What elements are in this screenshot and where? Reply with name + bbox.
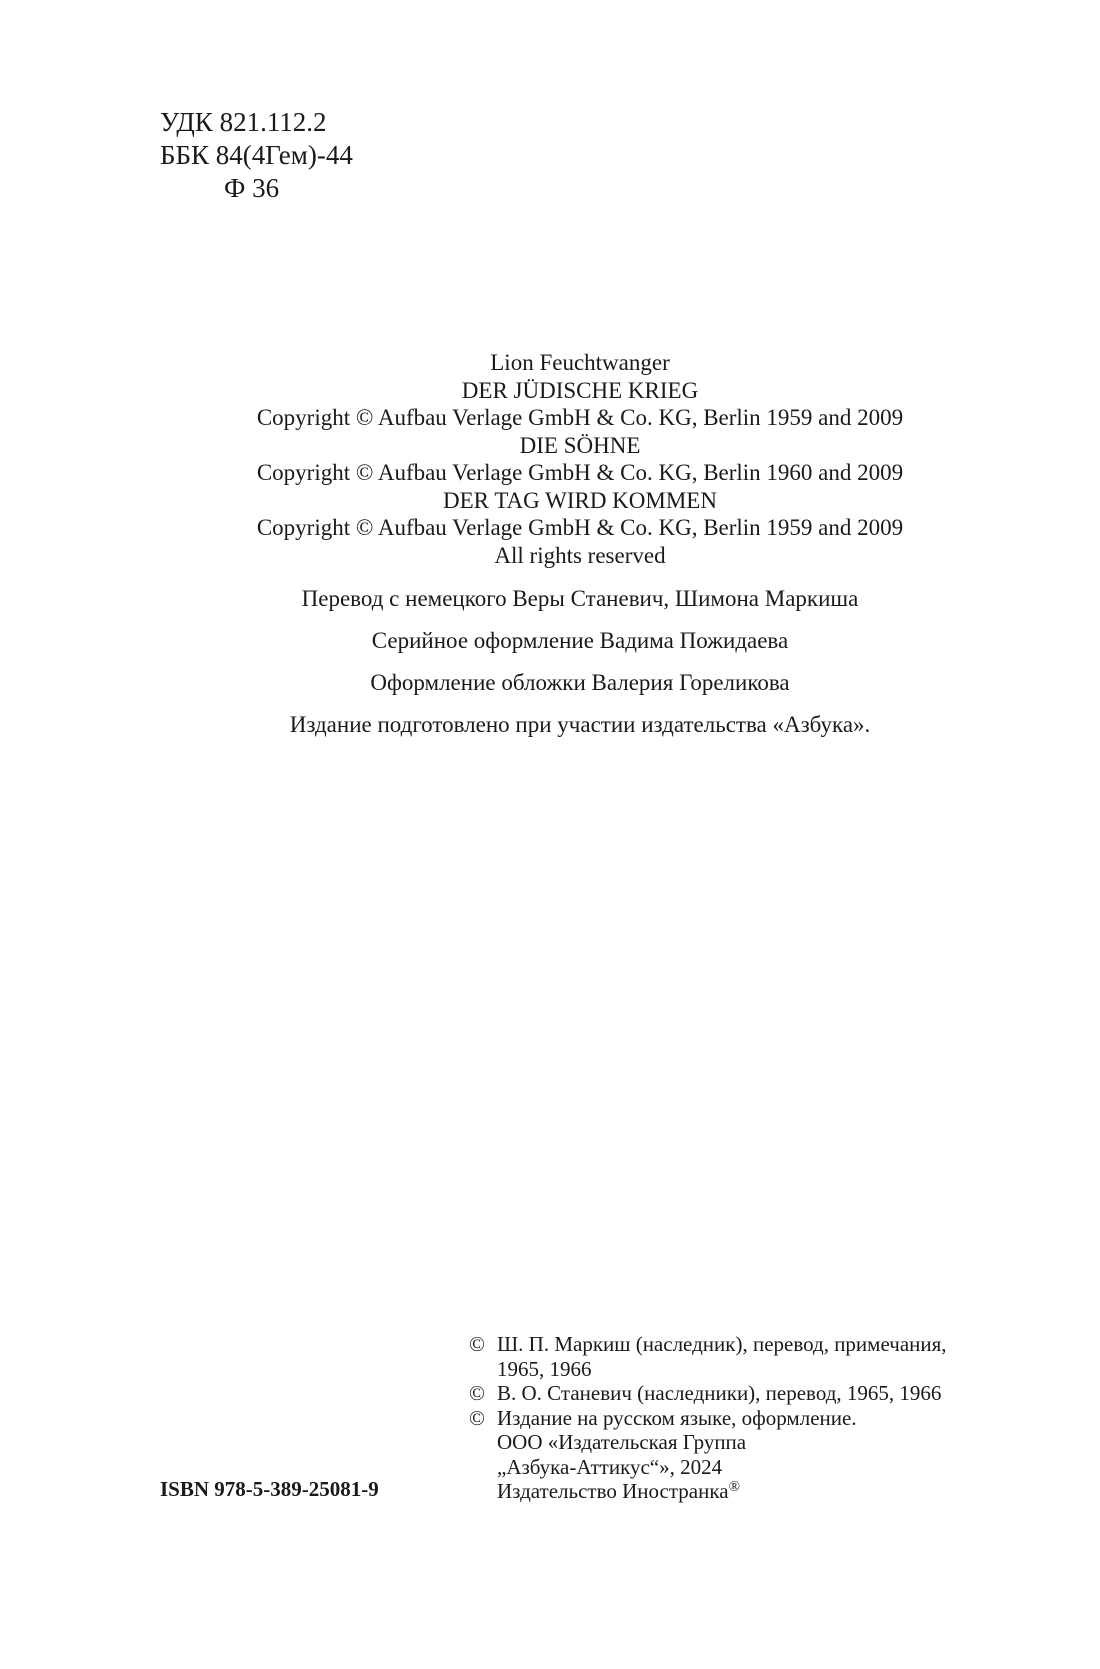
isbn-number: ISBN 978-5-389-25081-9 <box>160 1477 379 1501</box>
cover-design-credit: Оформление обложки Валерия Гореликова <box>370 670 790 695</box>
legal-entry <box>469 1332 1029 1381</box>
original-copyright-block <box>0 349 1100 569</box>
author-name: Lion Feuchtwanger <box>490 350 670 375</box>
udk-code: УДК 821.112.2 <box>160 107 327 137</box>
credits-block <box>0 585 1100 753</box>
legal-entry-line: 1965, 1966 <box>497 1356 592 1381</box>
translation-credit: Перевод с немецкого Веры Станевич, Шимона Маркиша <box>301 586 859 611</box>
series-design-credit: Серийное оформление Вадима Пожидаева <box>371 628 789 653</box>
work-copyright: Copyright © Aufbau Verlage GmbH & Co. KG, Berlin 1959 and 2009 <box>256 515 904 540</box>
author-mark: Ф 36 <box>224 173 280 203</box>
bbk-code: ББК 84(4Гем)-44 <box>160 140 353 170</box>
publisher-participation-note: Издание подготовлено при участии издательства «Азбука». <box>289 712 871 737</box>
copyright-symbol: © <box>469 1381 485 1405</box>
copyright-symbol: © <box>469 1332 485 1356</box>
legal-entry <box>469 1406 1029 1504</box>
work-copyright: Copyright © Aufbau Verlage GmbH & Co. KG, Berlin 1960 and 2009 <box>256 460 904 485</box>
registered-mark: ® <box>728 1479 740 1495</box>
legal-entry-line: Издание на русском языке, оформление. <box>497 1405 857 1430</box>
work-title: DER JÜDISCHE KRIEG <box>461 377 699 403</box>
legal-notices <box>469 1332 1029 1504</box>
work-title: DER TAG WIRD KOMMEN <box>443 487 717 513</box>
copyright-symbol: © <box>469 1405 485 1430</box>
work-title: DIE SÖHNE <box>519 432 641 458</box>
rights-reserved: All rights reserved <box>494 542 666 568</box>
legal-entry-line <box>497 1479 1029 1504</box>
publisher-imprint: Издательство Иностранка <box>497 1479 729 1503</box>
legal-entry-line: ООО «Издательская Группа <box>497 1430 747 1454</box>
legal-entry-line: Ш. П. Маркиш (наследник), перевод, примечания, <box>497 1332 947 1356</box>
classification-codes <box>160 106 353 205</box>
work-copyright: Copyright © Aufbau Verlage GmbH & Co. KG, Berlin 1959 and 2009 <box>256 405 904 430</box>
legal-entry-line: В. О. Станевич (наследники), перевод, 1965, 1966 <box>497 1381 942 1405</box>
legal-entry-line: „Азбука-Аттикус“», 2024 <box>497 1454 723 1479</box>
legal-entry <box>469 1381 1029 1406</box>
